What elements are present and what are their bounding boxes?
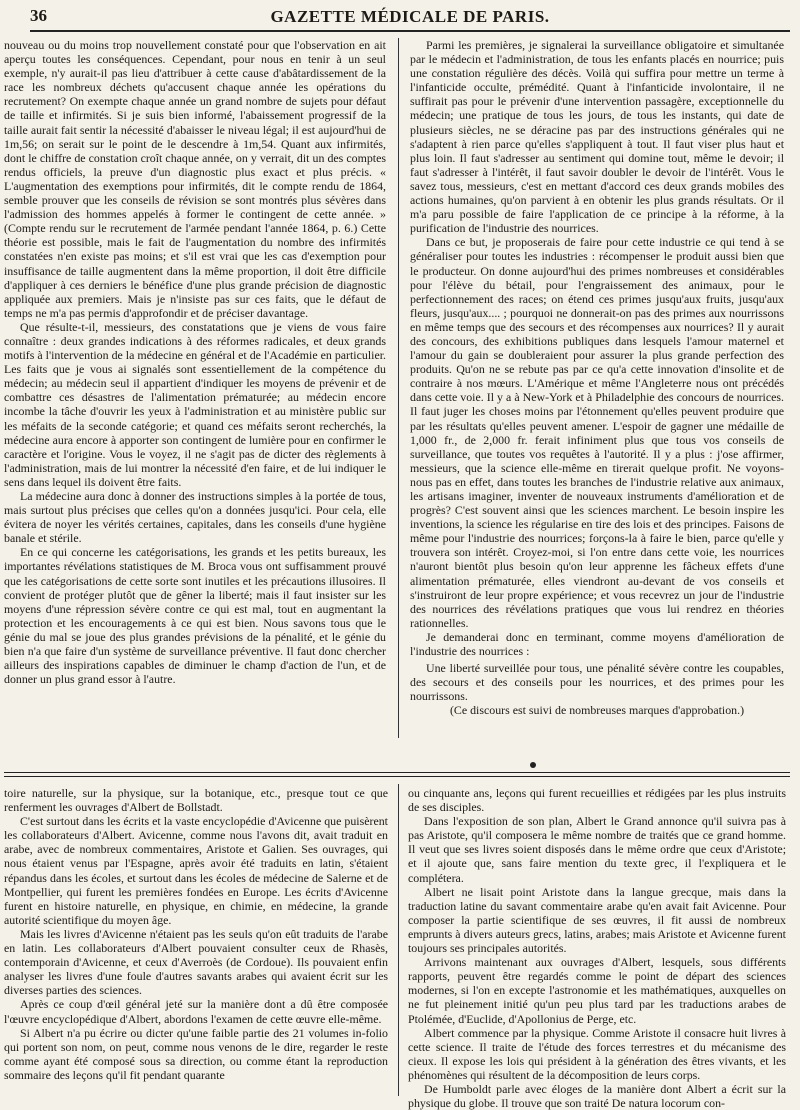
section-ornament — [530, 762, 536, 768]
paragraph: Parmi les premières, je signalerai la surveillance obligatoire et simultanée par le médecin et l'administration, de tous les enfants placés en nourrice; puis une constation régulière des décès. Voilà qui suffira pour mettre un terme à l'infanticide occulte, prémédité. Quant à l'infanticide involontaire, il ne suffirait pas pour le prévenir d'une intervention passagère, exceptionnelle du médecin; une pratique de tous les jours, de tous les instants, qui date de plusieurs siècles, ne se déracine pas par des instructions générales qui ne s'adaptent à rien parce qu'elles s'appliquent à tout. Il faut viser plus haut et plus loin. Il faut s'adresser au sentiment qui domine tout, même le devoir; il faut s'adresser à l'intérêt, il faut savoir doubler le devoir de l'intérêt. Vous le savez tous, messieurs, c'est en mettant d'accord ces deux grands mobiles des actions humaines, qu'on parvient à en obtenir les plus grands résultats. Or il m'a paru possible de faire l'application de ce principe à la réforme, à la purification de l'industrie des nourrices. — [410, 38, 784, 236]
page-header — [30, 6, 790, 32]
column-top-left — [4, 38, 386, 730]
paragraph: Une liberté surveillée pour tous, une pénalité sévère contre les coupables, des secours et des conseils pour les nourrices, et des primes pour les nourrissons. — [410, 661, 784, 704]
paragraph: Dans l'exposition de son plan, Albert le Grand annonce qu'il suivra pas à pas Aristote, qu'il composera le même nombre de traités que ce grand homme. Il veut que ses livres soient disposés dans le même ordre que ceux d'Aristote; et il ajoute que, sans faire mention du texte grec, il l'expliquera et le complétera. — [408, 814, 786, 885]
paragraph: Que résulte-t-il, messieurs, des constatations que je viens de vous faire connaître : deux grandes indications à des réformes radicales, et deux grands motifs à l'intervention de la médecine en général et de l'Académie en particulier. Les faits que je vous ai signalés sont essentiellement de la compétence du médecin; au médecin seul il appartient d'indiquer les moyens de prévenir et de combattre ces désastres de l'alimentation prématurée; au médecin encore incombe la tâche d'ouvrir les yeux à l'administration et au ministère public sur les méfaits de la seconde catégorie; et quand ces méfaits seront recherchés, la médecine aura encore à apporter son contingent de lumière pour en confirmer le caractère et l'origine. Vous le voyez, il ne s'agit pas de dicter des règlements à l'administration, mais de lui montrer la nécessité d'en faire, et de lui indiquer le sens dans lequel ils doivent être faits. — [4, 319, 386, 489]
column-bottom-left — [4, 786, 388, 1094]
paragraph: Albert ne lisait point Aristote dans la langue grecque, mais dans la traduction latine du savant commentaire arabe qu'en avait fait Avicenne. Pour composer la partie scientifique de ses œuvres, il fit aussi de nombreux emprunts à divers auteurs grecs, latins, arabes; mais Aristote et Avicenne furent toujours ses principales autorités. — [408, 884, 786, 956]
paragraph: En ce qui concerne les catégorisations, les grands et les petits bureaux, les importantes révélations statistiques de M. Broca vous ont suffisamment prouvé que les catégorisations de cette sorte sont inutiles et les précautions illusoires. Il convient de protéger plutôt que de gêner la liberté; mais il faut insister sur les moyens d'une répression sévère contre ce qui est mal, tout en augmentant la protection et les encouragements à ce qui est bien. Nous savons tous que le génie du mal se joue des plus grandes prévisions de la pénalité, et le génie du bien n'a que faire d'un système de surveillance préventive. Il faut donc chercher ailleurs des inspirations capables de diminuer le champ d'action de l'un, et de donner un plus grand essor à l'autre. — [4, 545, 386, 687]
column-divider-bottom — [398, 784, 399, 1096]
approval-note: (Ce discours est suivi de nombreuses marques d'approbation.) — [449, 703, 745, 718]
page-number: 36 — [30, 6, 47, 25]
paragraph: Arrivons maintenant aux ouvrages d'Albert, lesquels, sous différents rapports, peuvent être regardés comme le point de départ des sciences modernes, si l'on en excepte l'astronomie et les mathématiques, auxquelles on ne fut pleinement initié qu'un peu plus tard par les traductions arabes de Ptolémée, d'Euclide, d'Apollonius de Perge, etc. — [408, 955, 786, 1026]
paragraph: Si Albert n'a pu écrire ou dicter qu'une faible partie des 21 volumes in-folio qui portent son nom, on peut, comme nous venons de le dire, regarder le reste comme ayant été composé sous sa direction, ou comme étant la reproduction sommaire des leçons qu'il fit pendant quarante — [4, 1025, 388, 1082]
column-divider-top — [398, 38, 399, 738]
paragraph: La médecine aura donc à donner des instructions simples à la portée de tous, mais surtout plus précises que celles qu'on a données jusqu'ici. Pour cela, elle évitera de noyer les vérités certaines, capitales, dans les conseils d'une hygiène banale et stérile. — [4, 489, 386, 546]
paragraph: C'est surtout dans les écrits et la vaste encyclopédie d'Avicenne que puisèrent les collaborateurs d'Albert. Avicenne, comme nous l'avons dit, avait traduit en arabe, avec de nombreux commentaires, Aristote et Galien. Ses ouvrages, qui nous étaient venus par l'Espagne, après avoir été traduits en latin, s'étaient répandus dans les écoles, et surtout dans les écoles de médecine de Salerne et de Montpellier, qui furent les premières fondées en Europe. Les écrits d'Avicenne furent en histoire naturelle, en physique, en chimie, en médecine, la grande autorité scientifique du moyen âge. — [4, 814, 388, 927]
section-rule — [4, 772, 790, 773]
paragraph: Après ce coup d'œil général jeté sur la manière dont a dû être composée l'œuvre encyclopédique d'Albert, abordons l'examen de cette œuvre elle-même. — [4, 997, 388, 1026]
paragraph: Albert commence par la physique. Comme Aristote il consacre huit livres à cette science. Il traite de l'étude des forces terrestres et du mécanisme des cieux. Il expose les lois qui président à la génération des êtres vivants, et les phénomènes qui résultent de la décomposition de leurs corps. — [408, 1025, 786, 1082]
paragraph: De Humboldt parle avec éloges de la manière dont Albert a écrit sur la physique du globe. Il trouve que son traité De natura locorum con- — [408, 1081, 786, 1110]
journal-title: GAZETTE MÉDICALE DE PARIS. — [270, 7, 550, 26]
paragraph: Je demanderai donc en terminant, comme moyens d'amélioration de l'industrie des nourrices : — [410, 629, 784, 659]
paragraph: Dans ce but, je proposerais de faire pour cette industrie ce qui tend à se généraliser pour toutes les industries : récompenser le produit aussi bien que le producteur. On donne aujourd'hui des primes nombreuses et considérables pour l'élève du bétail, pour l'engraissement des animaux, pour le perfectionnement des races; on étend ces primes jusqu'aux fruits, jusqu'aux fleurs, jusqu'aux.... ; pourquoi ne donnerait-on pas des primes aux nourrissons en même temps que des secours et des récompenses aux nourrices? Il y aurait des concours, des exhibitions publiques dans lesquels l'amour maternel et l'amour du gain se doubleraient pour assurer la plus grande perfection des produits. Qu'on ne se rebute pas par ce qu'a cette innovation d'insolite et de contraire à nos mœurs. L'Amérique et même l'Angleterre nous ont précédés dans cette voie. Il y a à New-York et à Philadelphie des concours de nourrices. Il faut juger les choses moins par l'étonnement qu'elles peuvent produire que par les résultats qu'elles peuvent amener. L'espoir de gagner une médaille de 1,000 fr., de 2,000 fr. ferait infiniment plus que tous vos conseils de surveillance, que toutes vos requêtes à l'autorité. Il y a plus : j'ose affirmer, messieurs, que la science elle-même en tirerait quelque profit. Ne voyons-nous pas en effet, dans toutes les branches de l'industrie relative aux animaux, les artisans imaginer, inventer de nouveaux instruments d'amélioration et de progrès? C'est souvent ainsi que les sciences marchent. Le besoin inspire les inventions, la science les régularise en tire des lois et des principes. Faisons de même pour l'industrie des nourrices; forçons-la à faire le bien, parce qu'elle y trouvera son intérêt. Croyez-moi, si l'on entre dans cette voie, les nourrices n'auront bientôt plus besoin qu'on leur apprenne les fâcheux effets d'une alimentation prématurée, elles viendront au-devant de vos conseils et s'instruiront de leur propre expérience; et vous recevrez un jour de l'industrie des nourrices des révélations pratiques que vous lui rendrez en théories rationnelles. — [410, 235, 784, 630]
paragraph: toire naturelle, sur la physique, sur la botanique, etc., presque tout ce que renferment les ouvrages d'Albert de Bollstadt. — [4, 786, 388, 815]
paragraph: Mais les livres d'Avicenne n'étaient pas les seuls qu'on eût traduits de l'arabe en latin. Les collaborateurs d'Albert pouvaient consulter ceux de Rhasès, contemporain d'Avicenne, et ceux d'Averroès (de Cordoue). Ils pouvaient enfin analyser les livres d'une foule d'autres savants arabes qui avaient écrit sur les diverses parties des sciences. — [4, 926, 388, 998]
paragraph: ou cinquante ans, leçons qui furent recueillies et rédigées par les plus instruits de ses disciples. — [408, 786, 786, 815]
column-bottom-right — [408, 786, 786, 1110]
paragraph: nouveau ou du moins trop nouvellement constaté pour que l'observation en ait aperçu toutes les conséquences. Cependant, pour nous en tenir à un seul exemple, n'y aurait-il pas lieu d'attribuer à cette cause d'abâtardissement de la race les nombreux déchets qu'accusent chaque année les opérations du recrutement? On exempte chaque année un grand nombre de sujets pour défaut de taille et infirmités. Si je suis bien informé, l'abaissement progressif de la taille aurait fait sentir la nécessité d'abaisser le niveau légal; il est aujourd'hui de 1m,56; on serait sur le point de le descendre à 1m,54. Quant aux infirmités, dont le chiffre de constation croît chaque année, on y verrait, dit un des comptes rendus officiels, la preuve d'un diagnostic plus exact et plus précis. « L'augmentation des exemptions pour infirmités, dit le compte rendu de 1864, semble prouver que les conseils de révision se sont montrés plus sévères dans l'admission des hommes appelés à former le contingent de cette année. » (Compte rendu sur le recrutement de l'armée pendant l'année 1864, p. 6.) Cette théorie est possible, mais le fait de l'augmentation du nombre des infirmités constatées n'en existe pas moins; et s'il est vrai que les cas d'exemption pour insuffisance de taille augmentent dans la même proportion, il doit être difficile d'appliquer à ces derniers le bénéfice d'une plus grande précision de diagnostic appliquée aux premiers. Mais je n'insiste pas sur ces faits, que le défaut de temps ne m'a pas permis d'approfondir et de préciser davantage. — [4, 38, 386, 320]
section-rule — [4, 776, 790, 777]
column-top-right — [410, 38, 784, 762]
